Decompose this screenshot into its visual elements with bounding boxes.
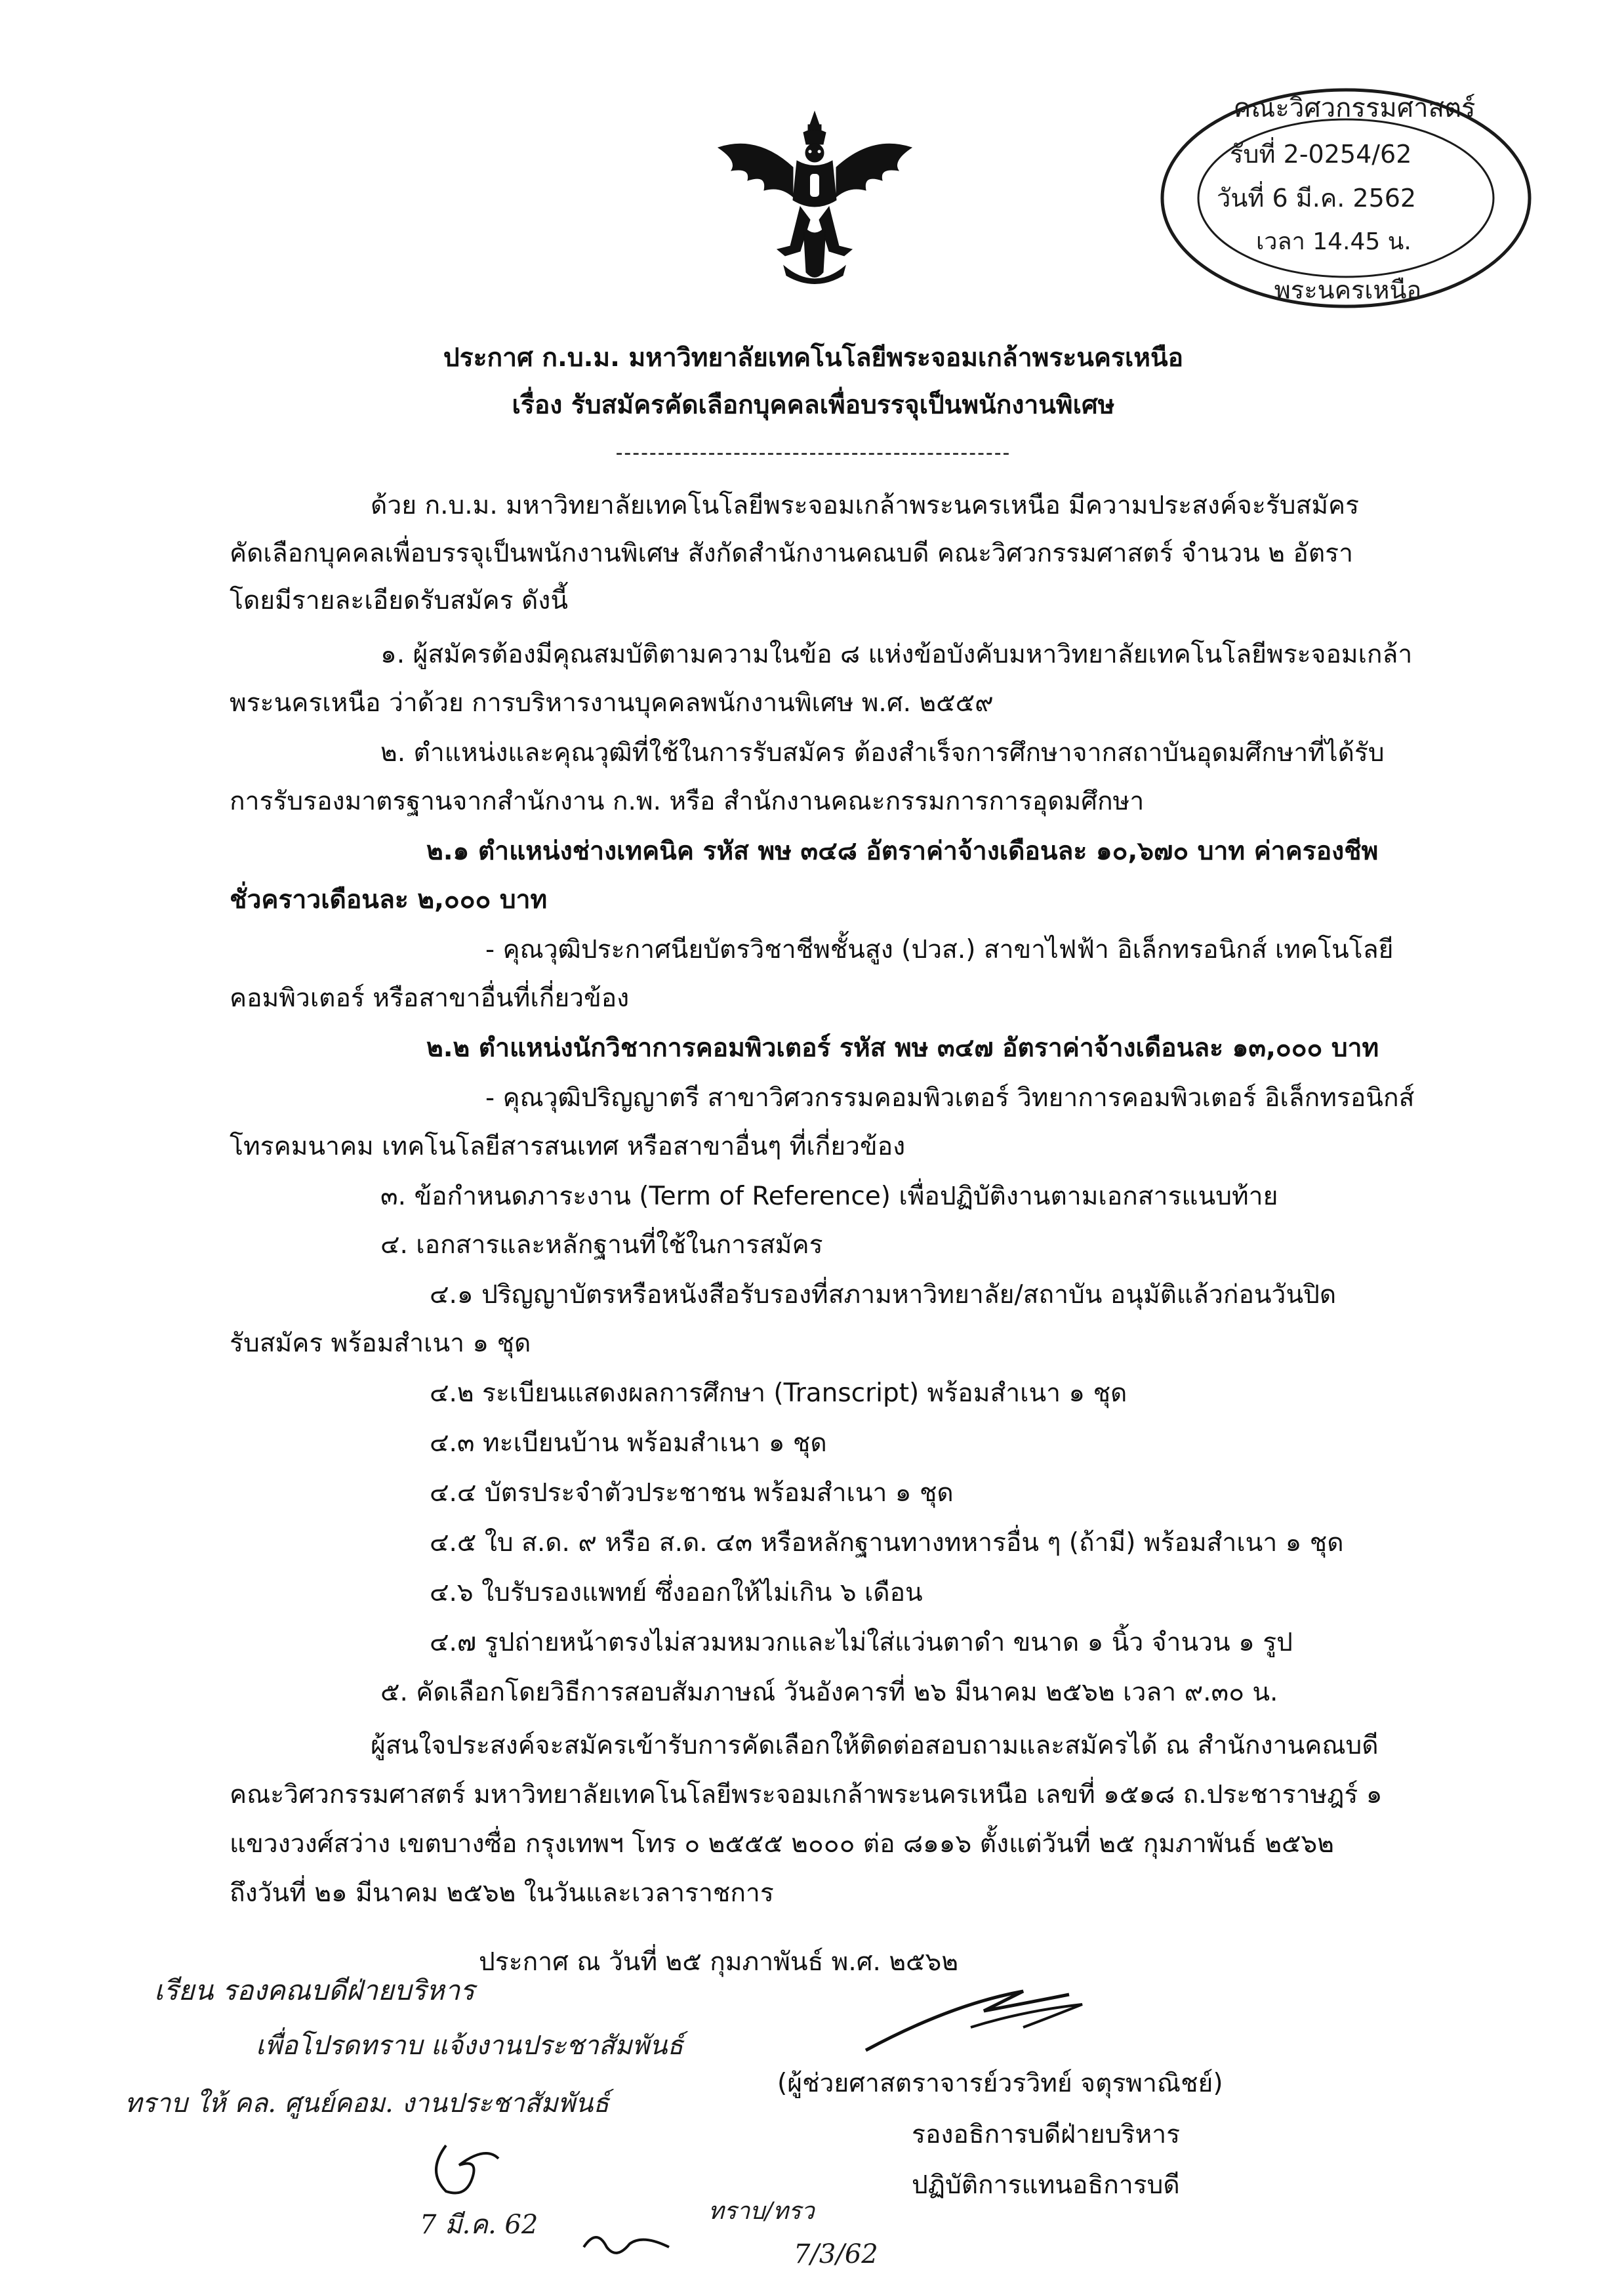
item-1-line-2: พระนครเหนือ ว่าด้วย การบริหารงานบุคคลพนักงานพิเศษ พ.ศ. ๒๕๕๙ (230, 688, 994, 718)
header-divider: ----------------------------------------------- (615, 442, 1011, 465)
stamp-date: วันที่ 6 มี.ค. 2562 (1217, 184, 1417, 213)
signature-scribble (853, 1965, 1148, 2070)
item-2-1-line-2: ชั่วคราวเดือนละ ๒,๐๐๐ บาท (230, 885, 548, 915)
item-1-line-1: ๑. ผู้สมัครต้องมีคุณสมบัติตามความในข้อ ๘ แห่งข้อบังคับมหาวิทยาลัยเทคโนโลยีพระจอมเกล้า (380, 640, 1413, 669)
intro-line-1: ด้วย ก.บ.ม. มหาวิทยาลัยเทคโนโลยีพระจอมเกล้าพระนครเหนือ มีความประสงค์จะรับสมัคร (371, 491, 1360, 520)
signatory-name: (ผู้ช่วยศาสตราจารย์วรวิทย์ จตุรพาณิชย์) (777, 2069, 1223, 2098)
item-5: ๕. คัดเลือกโดยวิธีการสอบสัมภาษณ์ วันอังคารที่ ๒๖ มีนาคม ๒๕๖๒ เวลา ๙.๓๐ น. (380, 1678, 1278, 1707)
handwritten-note-2: เพื่อโปรดทราบ แจ้งงานประชาสัมพันธ์ (256, 2031, 683, 2061)
signatory-title: รองอธิการบดีฝ่ายบริหาร (912, 2120, 1181, 2149)
item-4-1-line-2: รับสมัคร พร้อมสำเนา ๑ ชุด (230, 1329, 531, 1358)
signatory-acting-title: ปฏิบัติการแทนอธิการบดี (912, 2170, 1180, 2200)
handwritten-note-6: 7/3/62 (794, 2239, 878, 2269)
stamp-time: เวลา 14.45 น. (1256, 228, 1411, 255)
item-4-5: ๔.๕ ใบ ส.ด. ๙ หรือ ส.ด. ๔๓ หรือหลักฐานทางทหารอื่น ๆ (ถ้ามี) พร้อมสำเนา ๑ ชุด (430, 1528, 1344, 1558)
contact-line-1: ผู้สนใจประสงค์จะสมัครเข้ารับการคัดเลือกให้ติดต่อสอบถามและสมัครได้ ณ สำนักงานคณบดี (371, 1731, 1379, 1760)
handwritten-note-4: 7 มี.ค. 62 (420, 2210, 538, 2240)
contact-line-3: แขวงวงศ์สว่าง เขตบางซื่อ กรุงเทพฯ โทร ๐ ๒๕๕๕ ๒๐๐๐ ต่อ ๘๑๑๖ ตั้งแต่วันที่ ๒๕ กุมภาพันธ์ ๒๕๖๒ (230, 1829, 1335, 1859)
stamp-received-no: รับที่ 2-0254/62 (1230, 140, 1412, 169)
handwritten-note-3: ทราบ ให้ คล. ศูนย์คอม. งานประชาสัมพันธ์ (125, 2088, 609, 2119)
announce-date: ประกาศ ณ วันที่ ๒๕ กุมภาพันธ์ พ.ศ. ๒๕๖๒ (479, 1947, 959, 1977)
item-2-1-qual-line-1: - คุณวุฒิประกาศนียบัตรวิชาชีพชั้นสูง (ปวส.) สาขาไฟฟ้า อิเล็กทรอนิกส์ เทคโนโลยี (485, 935, 1394, 964)
item-2-line-1: ๒. ตำแหน่งและคุณวุฒิที่ใช้ในการรับสมัคร ต้องสำเร็จการศึกษาจากสถาบันอุดมศึกษาที่ได้รับ (380, 738, 1385, 768)
item-2-1-line-1: ๒.๑ ตำแหน่งช่างเทคนิค รหัส พษ ๓๔๘ อัตราค่าจ้างเดือนละ ๑๐,๖๗๐ บาท ค่าครองชีพ (426, 837, 1379, 866)
item-4-6: ๔.๖ ใบรับรองแพทย์ ซึ่งออกให้ไม่เกิน ๖ เดือน (430, 1578, 923, 1607)
contact-line-2: คณะวิศวกรรมศาสตร์ มหาวิทยาลัยเทคโนโลยีพระจอมเกล้าพระนครเหนือ เลขที่ ๑๕๑๘ ถ.ประชาราษฎร์ ๑ (230, 1780, 1383, 1809)
intro-line-2: คัดเลือกบุคคลเพื่อบรรจุเป็นพนักงานพิเศษ สังกัดสำนักงานคณบดี คณะวิศวกรรมศาสตร์ จำนวน ๒ อัตรา (230, 539, 1354, 568)
item-2-1-qual-line-2: คอมพิวเตอร์ หรือสาขาอื่นที่เกี่ยวข้อง (230, 983, 630, 1013)
intro-line-3: โดยมีรายละเอียดรับสมัคร ดังนี้ (230, 586, 568, 615)
item-4-2: ๔.๒ ระเบียนแสดงผลการศึกษา (Transcript) พร้อมสำเนา ๑ ชุด (430, 1378, 1127, 1408)
item-2-2-qual-line-2: โทรคมนาคม เทคโนโลยีสารสนเทศ หรือสาขาอื่นๆ ที่เกี่ยวข้อง (230, 1132, 906, 1161)
item-4-7: ๔.๗ รูปถ่ายหน้าตรงไม่สวมหมวกและไม่ใส่แว่นตาดำ ขนาด ๑ นิ้ว จำนวน ๑ รูป (430, 1628, 1293, 1657)
stamp-bottom-text: พระนครเหนือ (1274, 276, 1422, 304)
initials-scribble (420, 2132, 525, 2204)
item-4-4: ๔.๔ บัตรประจำตัวประชาชน พร้อมสำเนา ๑ ชุด (430, 1478, 954, 1508)
item-4-1-line-1: ๔.๑ ปริญญาบัตรหรือหนังสือรับรองที่สภามหาวิทยาลัย/สถาบัน อนุมัติแล้วก่อนวันปิด (430, 1280, 1337, 1310)
item-3: ๓. ข้อกำหนดภาระงาน (Term of Reference) เพื่อปฏิบัติงานตามเอกสารแนบท้าย (380, 1182, 1278, 1211)
item-4-3: ๔.๓ ทะเบียนบ้าน พร้อมสำเนา ๑ ชุด (430, 1428, 827, 1458)
handwritten-note-5: ทราบ/ทรว (708, 2198, 815, 2225)
item-2-2-qual-line-1: - คุณวุฒิปริญญาตรี สาขาวิศวกรรมคอมพิวเตอร์ วิทยาการคอมพิวเตอร์ อิเล็กทรอนิกส์ (485, 1083, 1415, 1113)
announcement-title: ประกาศ ก.บ.ม. มหาวิทยาลัยเทคโนโลยีพระจอมเกล้าพระนครเหนือ (443, 343, 1184, 373)
announcement-subject: เรื่อง รับสมัครคัดเลือกบุคคลเพื่อบรรจุเป็นพนักงานพิเศษ (512, 390, 1115, 420)
initials-scribble-2 (577, 2221, 676, 2267)
contact-line-4: ถึงวันที่ ๒๑ มีนาคม ๒๕๖๒ ในวันและเวลาราชการ (230, 1878, 774, 1908)
item-2-line-2: การรับรองมาตรฐานจากสำนักงาน ก.พ. หรือ สำนักงานคณะกรรมการการอุดมศึกษา (230, 787, 1145, 816)
garuda-emblem-icon (712, 108, 918, 292)
item-4: ๔. เอกสารและหลักฐานที่ใช้ในการสมัคร (380, 1230, 823, 1260)
item-2-2-line-1: ๒.๒ ตำแหน่งนักวิชาการคอมพิวเตอร์ รหัส พษ ๓๔๗ อัตราค่าจ้างเดือนละ ๑๓,๐๐๐ บาท (426, 1033, 1379, 1063)
stamp-top-text: คณะวิศวกรรมศาสตร์ (1233, 93, 1476, 123)
handwritten-note-1: เรียน รองคณบดีฝ่ายบริหาร (154, 1974, 475, 2006)
received-stamp (1158, 85, 1535, 312)
